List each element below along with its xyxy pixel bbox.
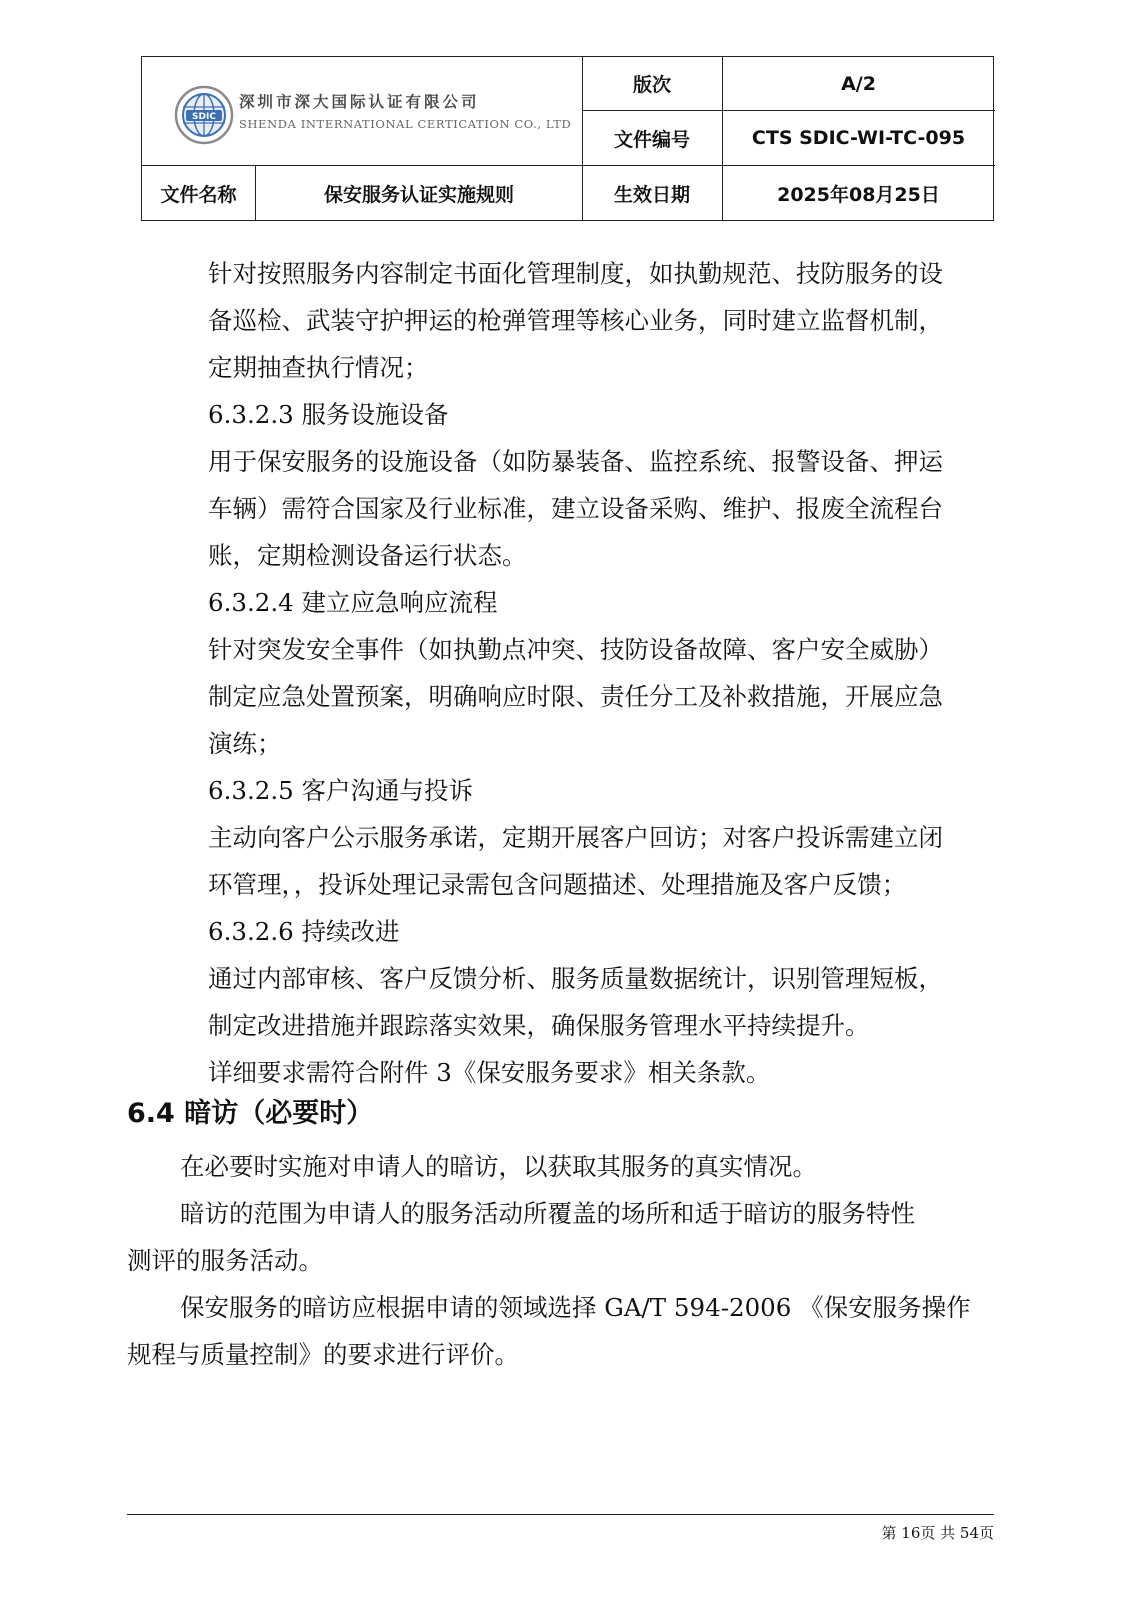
paragraph-line: 保安服务的暗访应根据申请的领域选择 GA/T 594-2006 《保安服务操作 (180, 1293, 971, 1322)
paragraph-line: 详细要求需符合附件 3《保安服务要求》相关条款。 (208, 1058, 771, 1087)
version-label: 版次 (632, 74, 671, 96)
paragraph-line: 制定应急处置预案，明确响应时限、责任分工及补救措施，开展应急 (208, 682, 943, 711)
company-logo-block (142, 57, 582, 165)
footer-rule (127, 1514, 994, 1515)
paragraph-line: 针对突发安全事件（如执勤点冲突、技防设备故障、客户安全威胁） (208, 635, 943, 664)
section-6-4-text (127, 1143, 980, 1378)
paragraph-line: 主动向客户公示服务承诺，定期开展客户回访；对客户投诉需建立闭 (208, 823, 943, 852)
document-name-value: 保安服务认证实施规则 (323, 184, 514, 206)
version-value: A/2 (841, 72, 876, 95)
document-header-table (141, 56, 994, 221)
company-name-en: SHENDA INTERNATIONAL CERTICATION CO., LTD (239, 117, 572, 131)
subsection-heading-6324: 6.3.2.4 建立应急响应流程 (208, 588, 498, 617)
paragraph-line: 账，定期检测设备运行状态。 (208, 541, 527, 570)
effective-date-value: 2025年08月25日 (777, 184, 940, 206)
page-number: 第 16页 共 54页 (881, 1524, 994, 1542)
document-number-value: CTS SDIC-WI-TC-095 (751, 127, 966, 149)
subsection-heading-6323: 6.3.2.3 服务设施设备 (208, 400, 449, 429)
paragraph-line: 暗访的范围为申请人的服务活动所覆盖的场所和适于暗访的服务特性 (180, 1199, 915, 1228)
paragraph-line: 通过内部审核、客户反馈分析、服务质量数据统计，识别管理短板， (208, 964, 943, 993)
subsection-heading-6325: 6.3.2.5 客户沟通与投诉 (208, 776, 474, 805)
paragraph-line: 环管理，，投诉处理记录需包含问题描述、处理措施及客户反馈； (208, 870, 907, 899)
section-heading-6-4: 6.4 暗访（必要时） (127, 1098, 374, 1129)
paragraph-line: 车辆）需符合国家及行业标准，建立设备采购、维护、报废全流程台 (208, 494, 943, 523)
paragraph-line: 用于保安服务的设施设备（如防暴装备、监控系统、报警设备、押运 (208, 447, 943, 476)
company-globe-logo-icon (174, 85, 234, 145)
paragraph-line: 在必要时实施对申请人的暗访，以获取其服务的真实情况。 (180, 1152, 817, 1181)
effective-date-label: 生效日期 (613, 184, 690, 206)
subsection-heading-6326: 6.3.2.6 持续改进 (208, 917, 400, 946)
company-name-cn: 深圳市深大国际认证有限公司 (239, 93, 480, 111)
paragraph-line: 备巡检、武装守护押运的枪弹管理等核心业务，同时建立监督机制， (208, 306, 943, 335)
document-name-label: 文件名称 (160, 184, 237, 206)
paragraph-line: 制定改进措施并跟踪落实效果，确保服务管理水平持续提升。 (208, 1011, 870, 1040)
paragraph-line: 定期抽查执行情况； (208, 353, 429, 382)
body-text-block (208, 250, 1008, 1096)
paragraph-line: 演练； (208, 729, 282, 758)
paragraph-line: 规程与质量控制》的要求进行评价。 (127, 1340, 519, 1369)
paragraph-line: 测评的服务活动。 (127, 1246, 323, 1275)
logo-text: SDIC (192, 112, 216, 122)
document-number-label: 文件编号 (613, 128, 690, 151)
paragraph-line: 针对按照服务内容制定书面化管理制度，如执勤规范、技防服务的设 (208, 259, 943, 288)
